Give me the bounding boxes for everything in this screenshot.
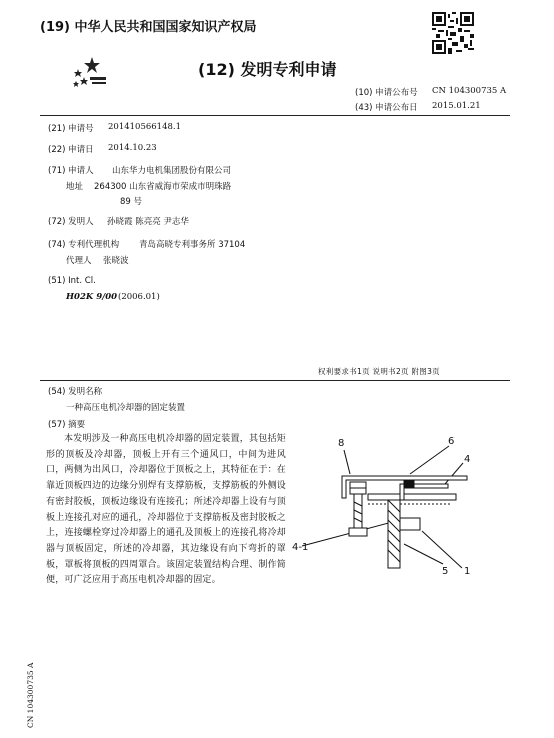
- patent-office-logo: [70, 55, 110, 91]
- publication-date-label: (43) 申请公布日: [355, 103, 418, 113]
- publication-number-label: (10) 申请公布号: [355, 88, 418, 98]
- invention-title: 一种高压电机冷却器的固定装置: [66, 403, 186, 413]
- drawing-label-5: 5: [442, 566, 449, 577]
- application-date: 2014.10.23: [108, 143, 157, 153]
- agent-name: 张晓波: [103, 256, 129, 266]
- address-line-2: 89 号: [120, 197, 143, 207]
- qr-code: [432, 12, 474, 54]
- int-cl-year: (2006.01): [118, 292, 160, 302]
- issuing-office: (19) 中华人民共和国国家知识产权局: [40, 20, 257, 35]
- abstract-text: 本发明涉及一种高压电机冷却器的固定装置，其包括矩形的顶板及冷却器，顶板上开有三个通风口，中间为进风口，两侧为出风口，冷却器位于顶板之上，其特征在于：在靠近顶板四边的边缘分别焊有支撑筋板，支撑筋板的外侧设有密封胶板，顶板边缘设有连接孔；所述冷却器上设有与顶板上连接孔对应的通孔，冷却器位于支撑筋板及密封胶板之上，连接螺栓穿过冷却器上的通孔及顶板上的连接孔将冷却器与顶板固定，所述的冷却器，其边缘设有向下弯折的罩板，罩板将顶板的四周罩合。该固定装置结构合理、制作简便，可广泛应用于高压电机冷却器的固定。: [46, 434, 286, 586]
- address-label: 地址: [66, 182, 84, 192]
- application-number: 201410566148.1: [108, 122, 182, 132]
- agency-name: 青岛高晓专利事务所 37104: [139, 240, 246, 250]
- drawing-label-4-1: 4-1: [292, 542, 309, 553]
- application-number-label: (21) 申请号: [48, 124, 94, 134]
- applicant-name: 山东华力电机集团股份有限公司: [112, 166, 232, 176]
- side-publication-number: CN 104300735 A: [26, 662, 35, 728]
- page-count-summary: 权利要求书1页 说明书2页 附图3页: [318, 367, 440, 376]
- int-cl-label: (51) Int. Cl.: [48, 276, 96, 286]
- drawing-label-6: 6: [448, 436, 455, 447]
- application-date-label: (22) 申请日: [48, 145, 94, 155]
- document-type: (12) 发明专利申请: [198, 60, 337, 79]
- int-cl-code: H02K 9/00: [66, 292, 118, 302]
- drawing-label-1: 1: [464, 566, 471, 577]
- drawing-label-4: 4: [464, 454, 471, 465]
- publication-date: 2015.01.21: [432, 101, 481, 111]
- drawing-label-8: 8: [338, 438, 345, 449]
- inventor-label: (72) 发明人: [48, 217, 94, 227]
- agency-label: (74) 专利代理机构: [48, 240, 120, 250]
- publication-number: CN 104300735 A: [432, 86, 507, 96]
- biblio-divider: [40, 380, 510, 381]
- representative-drawing: [292, 432, 522, 597]
- invention-title-label: (54) 发明名称: [48, 387, 103, 397]
- header-divider: [40, 115, 510, 116]
- address-line-1: 264300 山东省威海市荣成市明珠路: [94, 182, 232, 192]
- abstract-label: (57) 摘要: [48, 420, 86, 430]
- applicant-label: (71) 申请人: [48, 166, 94, 176]
- inventor-names: 孙晓霞 陈亮亮 尹志华: [107, 217, 189, 227]
- agent-label: 代理人: [66, 256, 92, 266]
